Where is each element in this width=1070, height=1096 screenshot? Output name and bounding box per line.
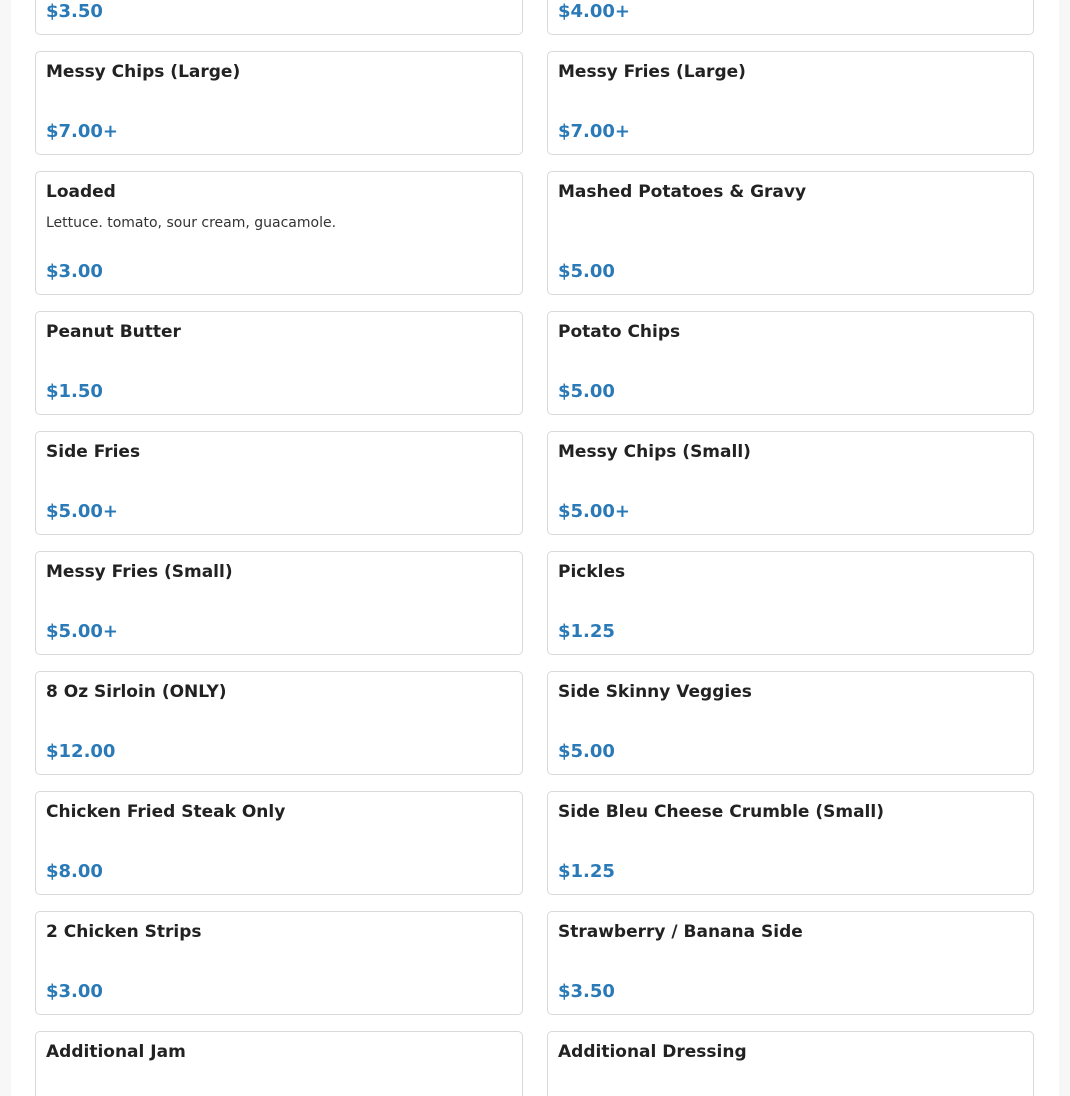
menu-item-name: Messy Fries (Large) (558, 62, 746, 82)
menu-item-price: $3.00 (46, 981, 103, 1002)
menu-item-price: $12.00 (46, 741, 116, 762)
menu-item-price: $3.50 (558, 981, 615, 1002)
menu-item-name: Mashed Potatoes & Gravy (558, 182, 807, 202)
menu-item-description: Lettuce. tomato, sour cream, guacamole. (46, 215, 337, 231)
menu-item-price: $7.00+ (558, 121, 631, 142)
menu-item-card[interactable] (35, 0, 523, 35)
menu-item-card[interactable] (35, 431, 523, 535)
menu-item-price: $1.25 (558, 621, 615, 642)
menu-item-price: $8.00 (46, 861, 103, 882)
menu-item-price: $7.00+ (46, 121, 119, 142)
menu-item-price: $5.00 (558, 381, 615, 402)
menu-item-name: Messy Chips (Large) (46, 62, 241, 82)
menu-item-card[interactable] (547, 431, 1034, 535)
menu-item-card[interactable] (547, 911, 1034, 1015)
menu-item-card[interactable] (547, 171, 1034, 295)
menu-item-name: 2 Chicken Strips (46, 922, 202, 942)
menu-item-price: $3.00 (46, 261, 103, 282)
menu-item-price: $5.00 (558, 261, 615, 282)
menu-item-name: Additional Jam (46, 1042, 186, 1062)
menu-item-name: Side Bleu Cheese Crumble (Small) (558, 802, 884, 822)
menu-item-card[interactable] (35, 671, 523, 775)
menu-item-name: Chicken Fried Steak Only (46, 802, 286, 822)
menu-item-price: $5.00+ (46, 501, 119, 522)
menu-item-price: $4.00+ (558, 1, 631, 22)
menu-item-name: Loaded (46, 182, 116, 202)
menu-item-card[interactable] (35, 311, 523, 415)
menu-item-price: $5.00 (558, 741, 615, 762)
menu-item-card[interactable] (35, 911, 523, 1015)
menu-item-price: $3.50 (46, 1, 103, 22)
menu-item-grid (35, 0, 1034, 1096)
menu-item-card[interactable] (547, 0, 1034, 35)
menu-item-card[interactable] (35, 551, 523, 655)
menu-item-name: Messy Fries (Small) (46, 562, 233, 582)
menu-item-card[interactable] (35, 791, 523, 895)
menu-item-price: $1.25 (558, 861, 615, 882)
menu-item-name: Potato Chips (558, 322, 681, 342)
menu-item-card[interactable] (35, 51, 523, 155)
menu-item-name: Pickles (558, 562, 626, 582)
menu-item-price: $1.50 (46, 381, 103, 402)
menu-item-card[interactable] (547, 791, 1034, 895)
menu-item-name: Additional Dressing (558, 1042, 747, 1062)
menu-item-price: $5.00+ (558, 501, 631, 522)
menu-item-price: $5.00+ (46, 621, 119, 642)
menu-item-name: Peanut Butter (46, 322, 181, 342)
menu-item-name: Messy Chips (Small) (558, 442, 751, 462)
menu-page (11, 0, 1059, 1096)
menu-item-card[interactable] (547, 311, 1034, 415)
menu-item-name: 8 Oz Sirloin (ONLY) (46, 682, 227, 702)
menu-item-card[interactable] (35, 1031, 523, 1096)
menu-item-card[interactable] (547, 1031, 1034, 1096)
menu-item-card[interactable] (547, 671, 1034, 775)
menu-item-card[interactable] (547, 551, 1034, 655)
menu-item-card[interactable] (547, 51, 1034, 155)
menu-item-name: Strawberry / Banana Side (558, 922, 803, 942)
menu-item-name: Side Fries (46, 442, 141, 462)
menu-item-name: Side Skinny Veggies (558, 682, 752, 702)
menu-item-card[interactable] (35, 171, 523, 295)
